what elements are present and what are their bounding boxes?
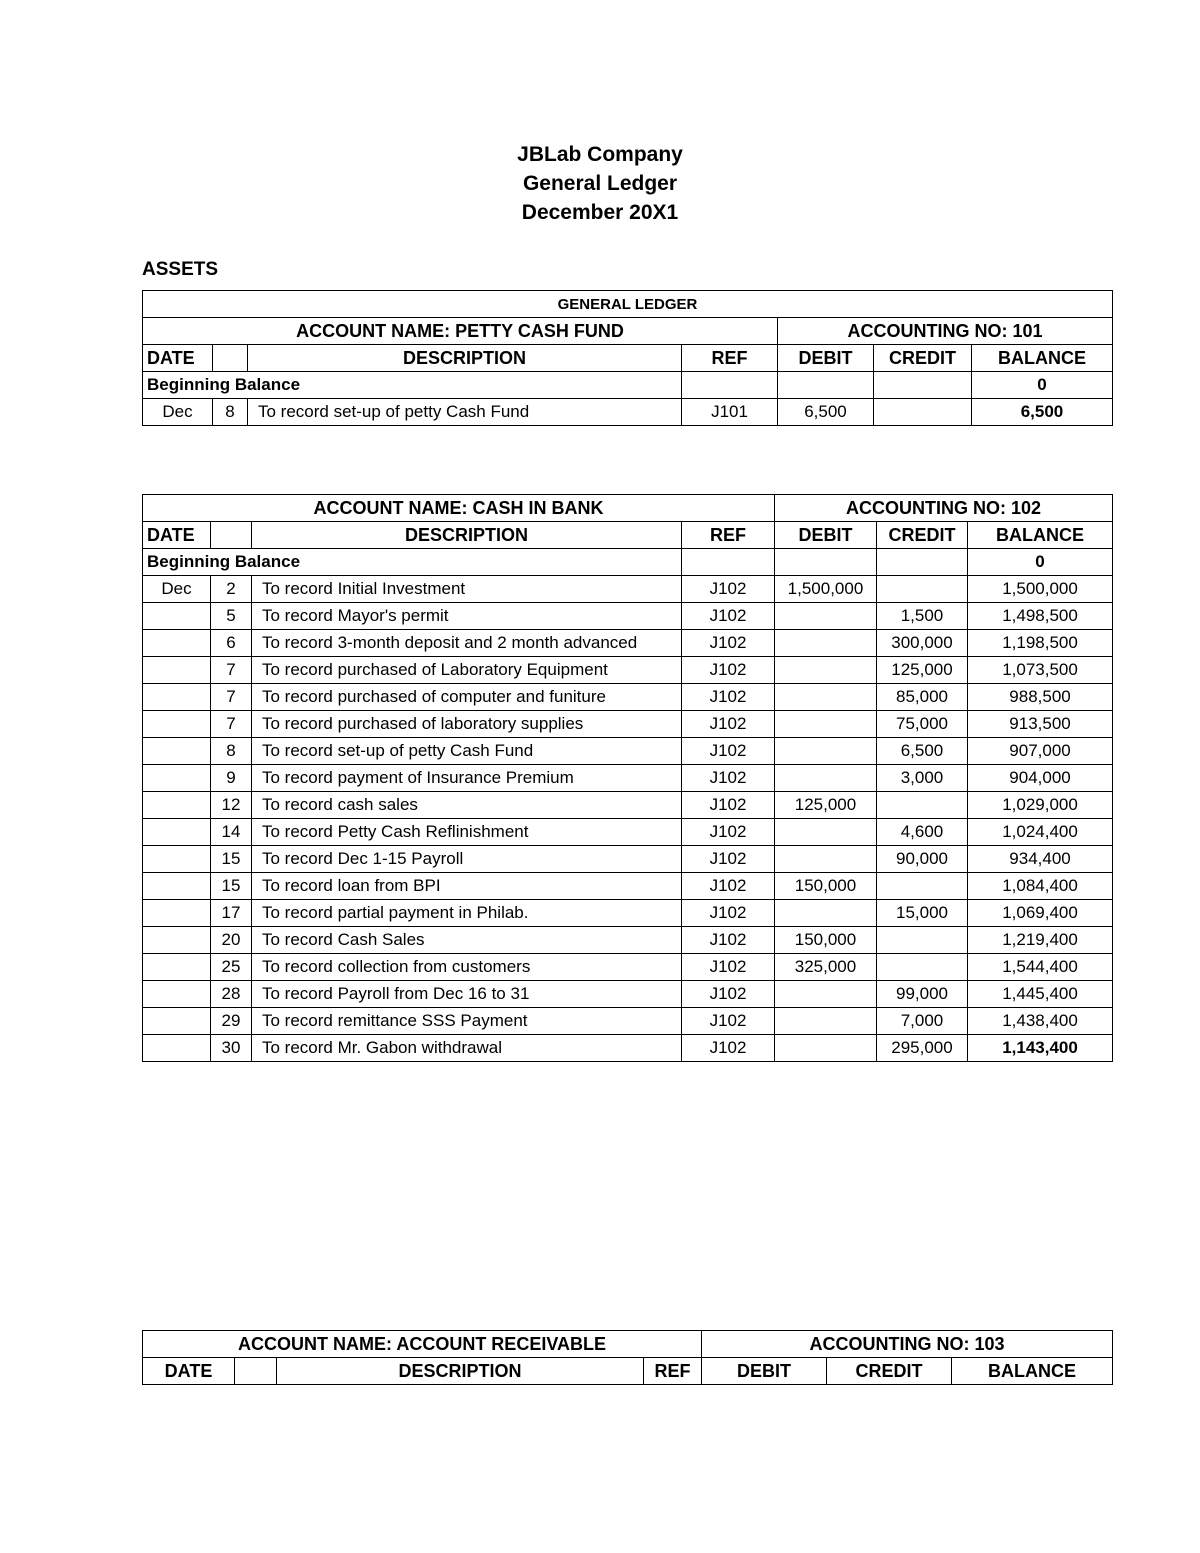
- column-balance: BALANCE: [952, 1358, 1113, 1385]
- cell-credit: 6,500: [877, 738, 968, 765]
- cell-month: [143, 711, 211, 738]
- company-name: JBLab Company: [517, 143, 683, 166]
- cell-credit: [877, 576, 968, 603]
- cell-empty: [874, 372, 972, 399]
- cell-month: [143, 1008, 211, 1035]
- cell-balance: 1,029,000: [968, 792, 1113, 819]
- cell-balance: 934,400: [968, 846, 1113, 873]
- cell-day: 9: [211, 765, 252, 792]
- table-row: [143, 1035, 1113, 1062]
- cell-debit: [775, 684, 877, 711]
- cell-description: To record 3-month deposit and 2 month advanced: [252, 630, 682, 657]
- cell-ref: J102: [682, 738, 775, 765]
- cell-debit: [775, 900, 877, 927]
- cell-debit: [775, 711, 877, 738]
- cell-empty: [877, 549, 968, 576]
- cell-ref: J102: [682, 792, 775, 819]
- cell-credit: 1,500: [877, 603, 968, 630]
- cell-ref: J102: [682, 684, 775, 711]
- cell-debit: 125,000: [775, 792, 877, 819]
- cell-credit: [874, 399, 972, 426]
- cell-day: 28: [211, 981, 252, 1008]
- report-title: General Ledger: [522, 172, 678, 195]
- cell-description: To record cash sales: [252, 792, 682, 819]
- cell-credit: 7,000: [877, 1008, 968, 1035]
- column-ref: REF: [644, 1358, 702, 1385]
- cell-ref: J102: [682, 711, 775, 738]
- column-debit: DEBIT: [778, 345, 874, 372]
- column-date: DATE: [143, 345, 213, 372]
- cell-balance: 904,000: [968, 765, 1113, 792]
- column-ref: REF: [682, 522, 775, 549]
- table-row: [143, 684, 1113, 711]
- cell-debit: [775, 630, 877, 657]
- cell-balance: 1,073,500: [968, 657, 1113, 684]
- column-day: [235, 1358, 277, 1385]
- cell-credit: 300,000: [877, 630, 968, 657]
- cell-description: To record set-up of petty Cash Fund: [248, 399, 682, 426]
- cell-description: To record Petty Cash Reflinishment: [252, 819, 682, 846]
- cell-month: [143, 873, 211, 900]
- column-day: [213, 345, 248, 372]
- cell-ref: J102: [682, 657, 775, 684]
- column-date: DATE: [143, 522, 211, 549]
- cell-ref: J101: [682, 399, 778, 426]
- cell-balance: 913,500: [968, 711, 1113, 738]
- cell-month: [143, 765, 211, 792]
- ledger-rows: [143, 576, 1113, 1062]
- cell-month: [143, 1035, 211, 1062]
- account-name: ACCOUNT NAME: ACCOUNT RECEIVABLE: [143, 1331, 702, 1358]
- cell-empty: [775, 549, 877, 576]
- cell-balance: 1,024,400: [968, 819, 1113, 846]
- cell-day: 8: [211, 738, 252, 765]
- column-credit: CREDIT: [877, 522, 968, 549]
- cell-balance: 1,438,400: [968, 1008, 1113, 1035]
- cell-credit: 295,000: [877, 1035, 968, 1062]
- cell-ref: J102: [682, 981, 775, 1008]
- table-row: [143, 765, 1113, 792]
- cell-empty: [682, 549, 775, 576]
- cell-day: 17: [211, 900, 252, 927]
- table-row: [143, 927, 1113, 954]
- cell-balance: 1,544,400: [968, 954, 1113, 981]
- report-period: December 20X1: [521, 201, 679, 224]
- cell-credit: [877, 927, 968, 954]
- cell-month: [143, 846, 211, 873]
- cell-debit: [775, 765, 877, 792]
- cell-day: 7: [211, 711, 252, 738]
- cell-debit: 150,000: [775, 927, 877, 954]
- cell-ref: J102: [682, 765, 775, 792]
- cell-debit: 1,500,000: [775, 576, 877, 603]
- column-balance: BALANCE: [968, 522, 1113, 549]
- cell-month: [143, 630, 211, 657]
- cell-day: 15: [211, 873, 252, 900]
- cell-credit: 85,000: [877, 684, 968, 711]
- cell-debit: 150,000: [775, 873, 877, 900]
- cell-balance: 907,000: [968, 738, 1113, 765]
- cell-ref: J102: [682, 1008, 775, 1035]
- cell-debit: [775, 1035, 877, 1062]
- cell-debit: [775, 819, 877, 846]
- cell-balance: 1,498,500: [968, 603, 1113, 630]
- cell-month: [143, 603, 211, 630]
- cell-credit: [877, 873, 968, 900]
- cell-debit: [775, 657, 877, 684]
- cell-month: [143, 927, 211, 954]
- cell-month: [143, 900, 211, 927]
- cell-description: To record collection from customers: [252, 954, 682, 981]
- ledger-table-cash-in-bank: [142, 494, 1113, 1062]
- cell-day: 7: [211, 657, 252, 684]
- account-number: ACCOUNTING NO: 103: [702, 1331, 1113, 1358]
- cell-description: To record Payroll from Dec 16 to 31: [252, 981, 682, 1008]
- account-number: ACCOUNTING NO: 102: [775, 495, 1113, 522]
- cell-credit: 4,600: [877, 819, 968, 846]
- cell-debit: 325,000: [775, 954, 877, 981]
- cell-month: [143, 954, 211, 981]
- cell-month: Dec: [143, 576, 211, 603]
- beginning-balance-label: Beginning Balance: [143, 549, 682, 576]
- column-description: DESCRIPTION: [248, 345, 682, 372]
- table-row: [143, 819, 1113, 846]
- cell-description: To record Dec 1-15 Payroll: [252, 846, 682, 873]
- account-name: ACCOUNT NAME: PETTY CASH FUND: [143, 318, 778, 345]
- cell-description: To record purchased of laboratory supplies: [252, 711, 682, 738]
- cell-balance: 1,445,400: [968, 981, 1113, 1008]
- cell-balance: 1,143,400: [968, 1035, 1113, 1062]
- cell-credit: [877, 792, 968, 819]
- ledger-table-petty-cash: [142, 290, 1113, 426]
- cell-balance: 1,500,000: [968, 576, 1113, 603]
- cell-credit: 90,000: [877, 846, 968, 873]
- cell-debit: [775, 603, 877, 630]
- cell-balance: 988,500: [968, 684, 1113, 711]
- cell-credit: [877, 954, 968, 981]
- beginning-balance-value: 0: [968, 549, 1113, 576]
- cell-description: To record payment of Insurance Premium: [252, 765, 682, 792]
- column-debit: DEBIT: [775, 522, 877, 549]
- table-row: [143, 657, 1113, 684]
- cell-ref: J102: [682, 576, 775, 603]
- cell-description: To record purchased of computer and funiture: [252, 684, 682, 711]
- table-row: [143, 981, 1113, 1008]
- cell-ref: J102: [682, 927, 775, 954]
- cell-day: 15: [211, 846, 252, 873]
- cell-month: [143, 981, 211, 1008]
- cell-day: 12: [211, 792, 252, 819]
- cell-description: To record partial payment in Philab.: [252, 900, 682, 927]
- cell-description: To record set-up of petty Cash Fund: [252, 738, 682, 765]
- table-row: [143, 738, 1113, 765]
- cell-balance: 1,084,400: [968, 873, 1113, 900]
- general-ledger-title: GENERAL LEDGER: [143, 291, 1113, 318]
- cell-empty: [682, 372, 778, 399]
- cell-ref: J102: [682, 819, 775, 846]
- cell-description: To record loan from BPI: [252, 873, 682, 900]
- cell-description: To record Mr. Gabon withdrawal: [252, 1035, 682, 1062]
- cell-credit: 15,000: [877, 900, 968, 927]
- cell-month: Dec: [143, 399, 213, 426]
- cell-credit: 75,000: [877, 711, 968, 738]
- cell-description: To record Mayor's permit: [252, 603, 682, 630]
- cell-month: [143, 684, 211, 711]
- cell-month: [143, 792, 211, 819]
- cell-balance: 1,219,400: [968, 927, 1113, 954]
- cell-month: [143, 738, 211, 765]
- cell-day: 30: [211, 1035, 252, 1062]
- cell-ref: J102: [682, 846, 775, 873]
- cell-ref: J102: [682, 603, 775, 630]
- beginning-balance-label: Beginning Balance: [143, 372, 682, 399]
- table-row: [143, 576, 1113, 603]
- cell-day: 14: [211, 819, 252, 846]
- cell-debit: [775, 1008, 877, 1035]
- cell-ref: J102: [682, 900, 775, 927]
- cell-day: 7: [211, 684, 252, 711]
- cell-credit: 99,000: [877, 981, 968, 1008]
- cell-ref: J102: [682, 630, 775, 657]
- column-date: DATE: [143, 1358, 235, 1385]
- cell-balance: 1,069,400: [968, 900, 1113, 927]
- cell-day: 29: [211, 1008, 252, 1035]
- cell-credit: 3,000: [877, 765, 968, 792]
- cell-day: 25: [211, 954, 252, 981]
- cell-empty: [778, 372, 874, 399]
- cell-description: To record Initial Investment: [252, 576, 682, 603]
- ledger-table-account-receivable: [142, 1330, 1113, 1385]
- table-row: [143, 846, 1113, 873]
- cell-credit: 125,000: [877, 657, 968, 684]
- cell-debit: 6,500: [778, 399, 874, 426]
- account-number: ACCOUNTING NO: 101: [778, 318, 1113, 345]
- cell-debit: [775, 846, 877, 873]
- cell-description: To record purchased of Laboratory Equipment: [252, 657, 682, 684]
- cell-balance: 6,500: [972, 399, 1113, 426]
- cell-ref: J102: [682, 873, 775, 900]
- table-row: [143, 900, 1113, 927]
- table-row: [143, 711, 1113, 738]
- table-row: [143, 1008, 1113, 1035]
- cell-description: To record remittance SSS Payment: [252, 1008, 682, 1035]
- table-row: [143, 873, 1113, 900]
- cell-month: [143, 657, 211, 684]
- column-credit: CREDIT: [827, 1358, 952, 1385]
- cell-ref: J102: [682, 954, 775, 981]
- column-balance: BALANCE: [972, 345, 1113, 372]
- cell-day: 8: [213, 399, 248, 426]
- section-title: ASSETS: [142, 259, 219, 280]
- column-description: DESCRIPTION: [277, 1358, 644, 1385]
- account-name: ACCOUNT NAME: CASH IN BANK: [143, 495, 775, 522]
- table-row: [143, 603, 1113, 630]
- cell-day: 6: [211, 630, 252, 657]
- table-row: [143, 630, 1113, 657]
- column-description: DESCRIPTION: [252, 522, 682, 549]
- column-credit: CREDIT: [874, 345, 972, 372]
- cell-debit: [775, 738, 877, 765]
- cell-month: [143, 819, 211, 846]
- cell-balance: 1,198,500: [968, 630, 1113, 657]
- column-debit: DEBIT: [702, 1358, 827, 1385]
- ledger-rows: [143, 399, 1113, 426]
- cell-day: 5: [211, 603, 252, 630]
- cell-debit: [775, 981, 877, 1008]
- cell-ref: J102: [682, 1035, 775, 1062]
- cell-day: 20: [211, 927, 252, 954]
- cell-day: 2: [211, 576, 252, 603]
- table-row: [143, 399, 1113, 426]
- document-header: [0, 140, 1200, 227]
- cell-description: To record Cash Sales: [252, 927, 682, 954]
- beginning-balance-value: 0: [972, 372, 1113, 399]
- table-row: [143, 954, 1113, 981]
- table-row: [143, 792, 1113, 819]
- column-day: [211, 522, 252, 549]
- column-ref: REF: [682, 345, 778, 372]
